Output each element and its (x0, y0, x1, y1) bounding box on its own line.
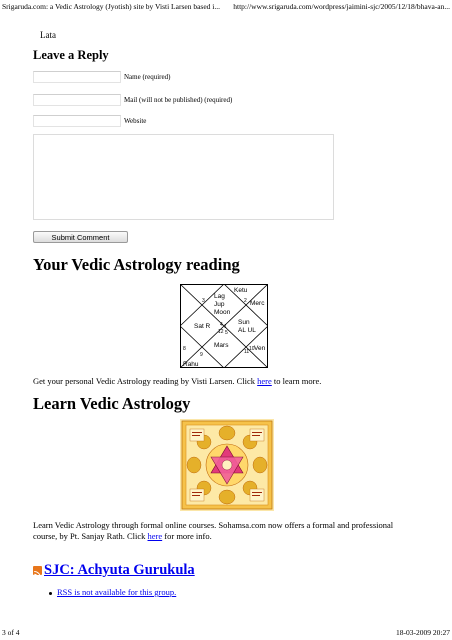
learn-here-link[interactable]: here (147, 531, 163, 541)
sjc-heading-link[interactable]: SJC: Achyuta Gurukula (44, 562, 195, 578)
planet-saturn: Sat R (194, 323, 211, 330)
footer-datetime: 18-03-2009 20:27 (396, 628, 450, 637)
house-number: 10 (249, 346, 255, 352)
print-header (2, 2, 450, 11)
house-number: 4 (220, 322, 223, 328)
planet-sun: Sun (238, 319, 250, 326)
reading-paragraph: Get your personal Vedic Astrology reading by Visti Larsen. Click here to learn more. (33, 376, 322, 386)
header-url: http://www.srigaruda.com/wordpress/jaimini-sjc/2005/12/18/bhava-an... (233, 2, 450, 11)
rss-unavailable-link[interactable]: RSS is not available for this group. (57, 587, 177, 597)
house-number: 1 (224, 324, 227, 330)
header-page-title: Srigaruda.com: a Vedic Astrology (Jyotish) site by Visti Larsen based i... (2, 2, 220, 11)
website-field[interactable] (33, 115, 121, 127)
planet-rahu: Rahu (183, 361, 199, 368)
print-footer (2, 628, 450, 637)
sri-yantra-chart-image[interactable] (180, 419, 274, 511)
house-number: 12 (218, 329, 224, 335)
list-bullet (49, 592, 52, 595)
learn-heading: Learn Vedic Astrology (33, 394, 191, 413)
house-number: 3 (202, 298, 205, 304)
comment-textarea[interactable] (33, 134, 334, 220)
planet-mercury: Merc (250, 300, 265, 307)
comment-author: Lata (40, 30, 56, 40)
planet-venus: Ven (254, 345, 266, 352)
name-label: Name (required) (124, 73, 171, 81)
sjc-heading (44, 562, 195, 579)
learn-paragraph: Learn Vedic Astrology through formal online courses. Sohamsa.com now offers a formal and professional course, by Pt. Sanjay Rath. Click here for more info. (33, 520, 394, 541)
submit-comment-button[interactable]: Submit Comment (33, 231, 128, 243)
house-number: 8 (183, 346, 186, 352)
reading-here-link[interactable]: here (257, 376, 272, 386)
planet-moon: Moon (214, 309, 231, 316)
planet-mars: Mars (214, 342, 229, 349)
planet-ketu: Ketu (234, 287, 248, 294)
vedic-birth-chart[interactable] (180, 284, 268, 368)
house-number: 9 (200, 352, 203, 358)
planet-lagna: Lag (214, 293, 225, 300)
house-number: 11 (244, 349, 250, 355)
arudha-lagna-upapada: AL UL (238, 327, 256, 334)
reading-heading: Your Vedic Astrology reading (33, 255, 240, 274)
name-field[interactable] (33, 71, 121, 83)
house-number: 5 (225, 330, 228, 336)
planet-jupiter: Jup (214, 301, 225, 308)
email-label: Mail (will not be published) (required) (124, 96, 233, 104)
footer-page-number: 3 of 4 (2, 628, 20, 637)
website-label: Website (124, 117, 147, 125)
house-number: 2 (244, 298, 247, 304)
rss-icon[interactable] (33, 566, 42, 575)
email-field[interactable] (33, 94, 121, 106)
leave-reply-heading: Leave a Reply (33, 48, 109, 62)
